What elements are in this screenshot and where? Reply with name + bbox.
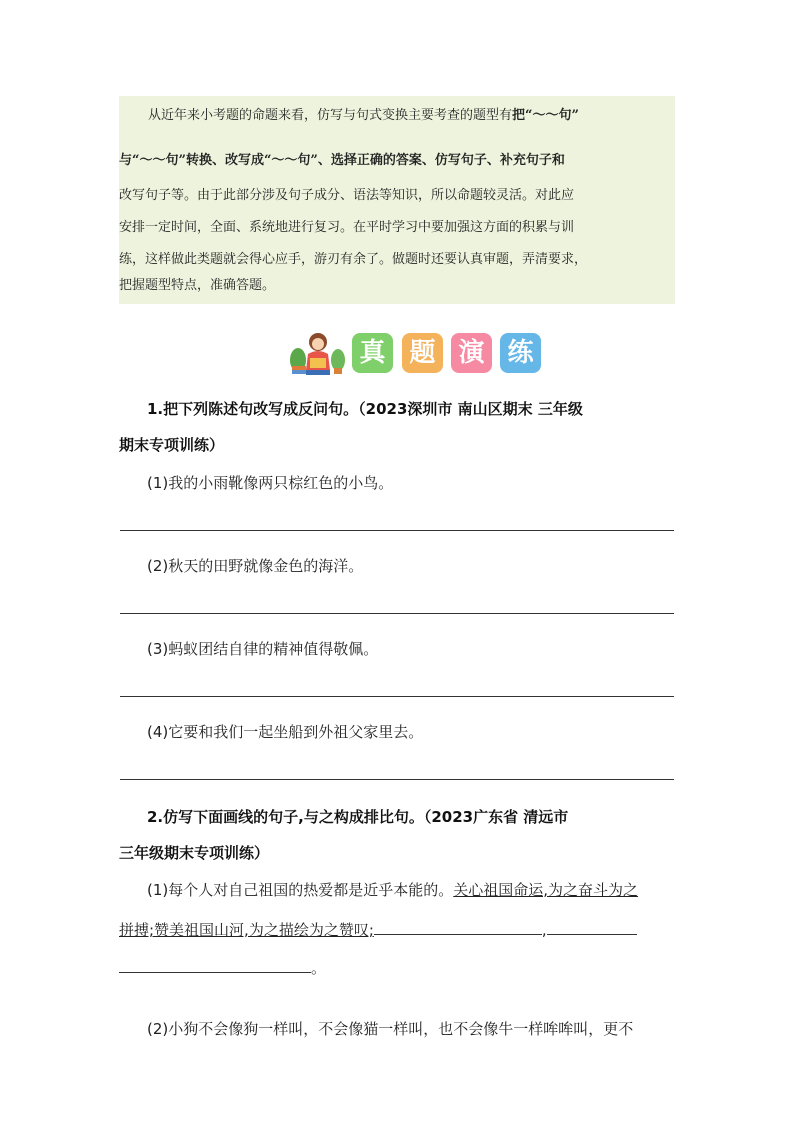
q2-item-1-text: (1)每个人对自己祖国的热爱都是近乎本能的。: [147, 881, 454, 899]
q2-item-1-underlined-2: 拼搏;赞美祖国山河,为之描绘为之赞叹;: [119, 921, 374, 939]
practice-banner: [288, 330, 548, 376]
intro-line-4: 安排一定时间，全面、系统地进行复习。在平时学习中要加强这方面的积累与训: [119, 220, 575, 235]
q1-item-4: (4)它要和我们一起坐船到外祖父家里去。: [147, 723, 424, 741]
q2-item-1-underlined: 关心祖国命运,为之奋斗为之: [453, 881, 639, 899]
intro-box: [119, 96, 675, 304]
answer-line-3[interactable]: [120, 696, 674, 697]
q2-item-1: [147, 879, 638, 900]
banner-tile-3: 演: [451, 333, 492, 373]
fill-blank-1[interactable]: [374, 920, 542, 935]
intro-line-2: 与“～～句”转换、改写成“～～句”、选择正确的答案、仿写句子、补充句子和: [119, 153, 565, 168]
blank-comma: ,: [541, 921, 547, 939]
question-1-title: 1.把下列陈述句改写成反问句。（2023深圳市 南山区期末 三年级: [147, 400, 583, 418]
answer-line-4[interactable]: [120, 779, 674, 780]
question-1-title-cont: 期末专项训练）: [119, 436, 225, 454]
q1-item-2: (2)秋天的田野就像金色的海洋。: [147, 557, 364, 575]
q2-item-2: (2)小狗不会像狗一样叫，不会像猫一样叫，也不会像牛一样哞哞叫，更不: [147, 1020, 634, 1038]
blank-period: 。: [311, 959, 327, 977]
q1-item-1: (1)我的小雨靴像两只棕红色的小鸟。: [147, 474, 394, 492]
reading-girl-icon: [288, 330, 346, 376]
q2-item-1-line-2: [119, 919, 637, 940]
intro-line-5: 练，这样做此类题就会得心应手，游刃有余了。做题时还要认真审题，弄清要求，: [119, 252, 588, 267]
intro-line-3: 改写句子等。由于此部分涉及句子成分、语法等知识，所以命题较灵活。对此应: [119, 188, 575, 203]
intro-line-6: 把握题型特点，准确答题。: [119, 278, 276, 293]
q2-item-1-line-3: [119, 957, 326, 978]
banner-tile-2: 题: [402, 333, 443, 373]
intro-line-1: 从近年来小考题的命题来看，仿写与句式变换主要考查的题型有把“～～句”: [148, 108, 579, 123]
answer-line-1[interactable]: [120, 530, 674, 531]
banner-tile-1: 真: [352, 333, 393, 373]
q1-item-3: (3)蚂蚁团结自律的精神值得敬佩。: [147, 640, 379, 658]
fill-blank-3[interactable]: [119, 958, 311, 973]
question-2-title-cont: 三年级期末专项训练）: [119, 844, 270, 862]
question-2-title: 2.仿写下面画线的句子,与之构成排比句。（2023广东省 清远市: [147, 808, 569, 826]
fill-blank-2[interactable]: [547, 920, 637, 935]
banner-tile-4: 练: [500, 333, 541, 373]
answer-line-2[interactable]: [120, 613, 674, 614]
